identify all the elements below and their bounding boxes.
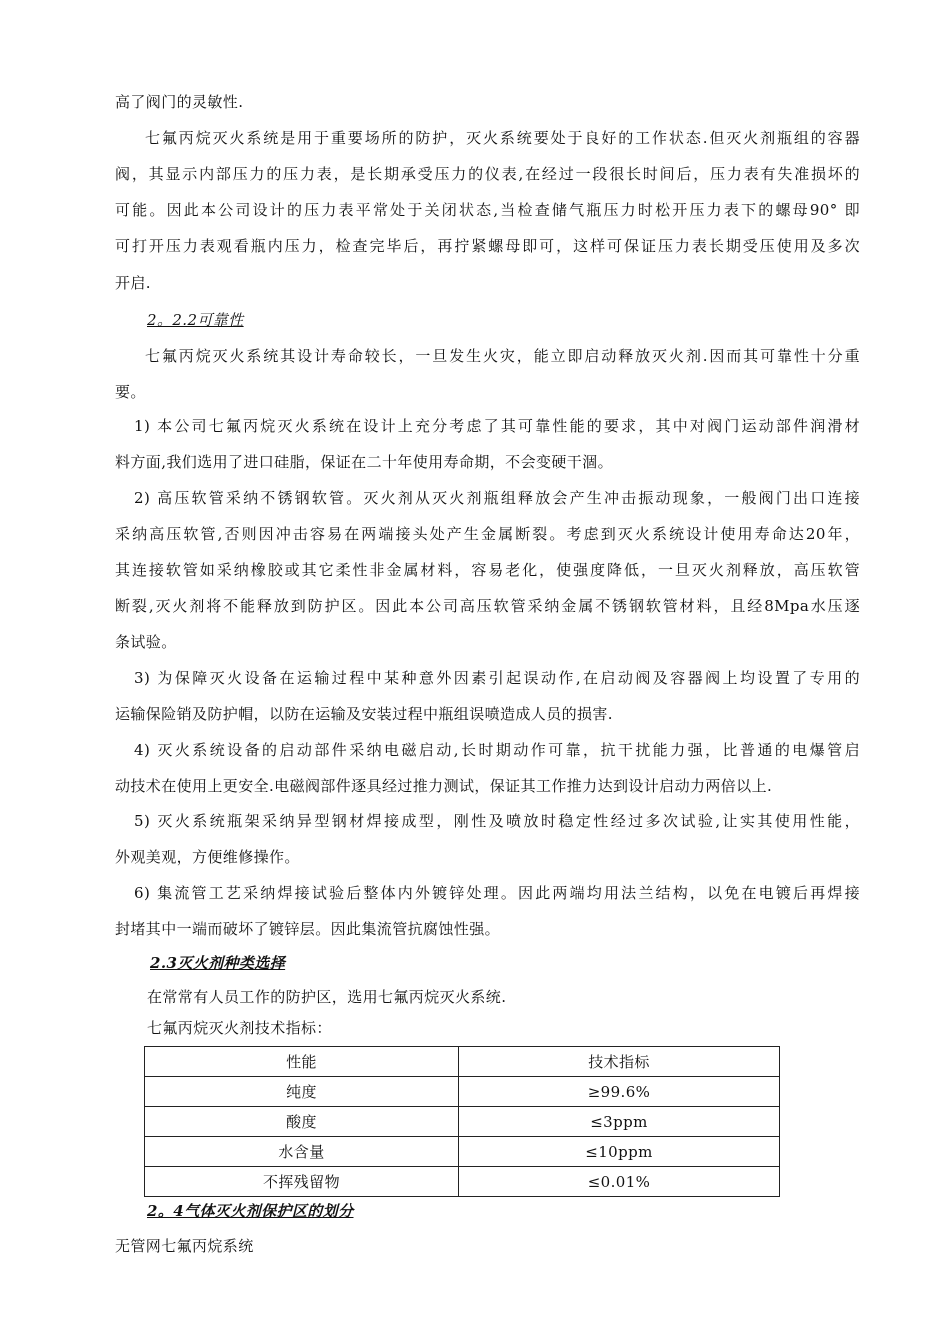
table-cell: 酸度 xyxy=(145,1107,459,1137)
list-item-2: 2) 高压软管采纳不锈钢软管。灭火剂从灭火剂瓶组释放会产生冲击振动现象，一般阀门出口连接 xyxy=(134,489,860,507)
section-heading-2-3: 2.3灭火剂种类选择 xyxy=(150,954,286,972)
paragraph-line: 阀，其显示内部压力的压力表，是长期承受压力的仪表,在经过一段很长时间后，压力表有失准损坏的 xyxy=(115,165,860,183)
paragraph-line: 七氟丙烷灭火剂技术指标： xyxy=(147,1019,332,1037)
list-item-1: 1) 本公司七氟丙烷灭火系统在设计上充分考虑了其可靠性能的要求，其中对阀门运动部件润滑材 xyxy=(134,417,860,435)
paragraph-line: 要。 xyxy=(115,383,146,401)
paragraph-line: 料方面,我们选用了进口硅脂，保证在二十年使用寿命期，不会变硬干涸。 xyxy=(115,453,613,471)
table-cell: 水含量 xyxy=(145,1137,459,1167)
list-item-4: 4) 灭火系统设备的启动部件采纳电磁启动,长时期动作可靠，抗干扰能力强，比普通的电爆管启 xyxy=(134,741,860,759)
list-item-5: 5) 灭火系统瓶架采纳异型钢材焊接成型，刚性及喷放时稳定性经过多次试验,让实其使用性能， xyxy=(134,812,860,830)
paragraph-line: 可能。因此本公司设计的压力表平常处于关闭状态,当检查储气瓶压力时松开压力表下的螺母90° 即 xyxy=(115,201,860,219)
paragraph-line: 断裂,灭火剂将不能释放到防护区。因此本公司高压软管采纳金属不锈钢软管材料，且经8Mpa水压逐 xyxy=(115,597,860,615)
paragraph-line: 封堵其中一端而破坏了镀锌层。因此集流管抗腐蚀性强。 xyxy=(115,920,501,938)
table-cell: ≤10ppm xyxy=(459,1137,780,1167)
paragraph-line: 运输保险销及防护帽，以防在运输及安装过程中瓶组误喷造成人员的损害. xyxy=(115,705,613,723)
table-row xyxy=(145,1137,780,1167)
table-row xyxy=(145,1107,780,1137)
table-header-row xyxy=(145,1047,780,1077)
paragraph-line: 在常常有人员工作的防护区，选用七氟丙烷灭火系统. xyxy=(147,988,507,1006)
list-item-6: 6) 集流管工艺采纳焊接试验后整体内外镀锌处理。因此两端均用法兰结构，以免在电镀后再焊接 xyxy=(134,884,860,902)
paragraph-line: 高了阀门的灵敏性. xyxy=(115,93,244,111)
paragraph-line: 条试验。 xyxy=(115,633,177,651)
table-row xyxy=(145,1077,780,1107)
paragraph-line: 七氟丙烷灭火系统其设计寿命较长，一旦发生火灾，能立即启动释放灭火剂.因而其可靠性十分重 xyxy=(145,347,860,365)
table-header-cell: 技术指标 xyxy=(459,1047,780,1077)
spec-table xyxy=(144,1046,780,1197)
section-heading-2-4: 2。4气体灭火剂保护区的划分 xyxy=(147,1202,354,1220)
table-cell: ≤3ppm xyxy=(459,1107,780,1137)
paragraph-line: 采纳高压软管,否则因冲击容易在两端接头处产生金属断裂。考虑到灭火系统设计使用寿命达20年， xyxy=(115,525,860,543)
table-header-cell: 性能 xyxy=(145,1047,459,1077)
section-heading-2-2-2: 2。2.2可靠性 xyxy=(147,311,244,329)
table-cell: 纯度 xyxy=(145,1077,459,1107)
table-cell: ≤0.01% xyxy=(459,1167,780,1197)
paragraph-line: 可打开压力表观看瓶内压力，检查完毕后，再拧紧螺母即可，这样可保证压力表长期受压使用及多次 xyxy=(115,237,860,255)
paragraph-line: 无管网七氟丙烷系统 xyxy=(115,1237,254,1255)
paragraph-line: 外观美观，方便维修操作。 xyxy=(115,848,300,866)
paragraph-line: 其连接软管如采纳橡胶或其它柔性非金属材料，容易老化，使强度降低，一旦灭火剂释放，高压软管 xyxy=(115,561,860,579)
paragraph-line: 七氟丙烷灭火系统是用于重要场所的防护，灭火系统要处于良好的工作状态.但灭火剂瓶组的容器 xyxy=(145,129,860,147)
paragraph-line: 开启. xyxy=(115,274,151,292)
list-item-3: 3) 为保障灭火设备在运输过程中某种意外因素引起误动作,在启动阀及容器阀上均设置了专用的 xyxy=(134,669,860,687)
paragraph-line: 动技术在使用上更安全.电磁阀部件逐具经过推力测试，保证其工作推力达到设计启动力两倍以上. xyxy=(115,777,773,795)
table-cell: 不挥残留物 xyxy=(145,1167,459,1197)
table-row xyxy=(145,1167,780,1197)
table-cell: ≥99.6% xyxy=(459,1077,780,1107)
